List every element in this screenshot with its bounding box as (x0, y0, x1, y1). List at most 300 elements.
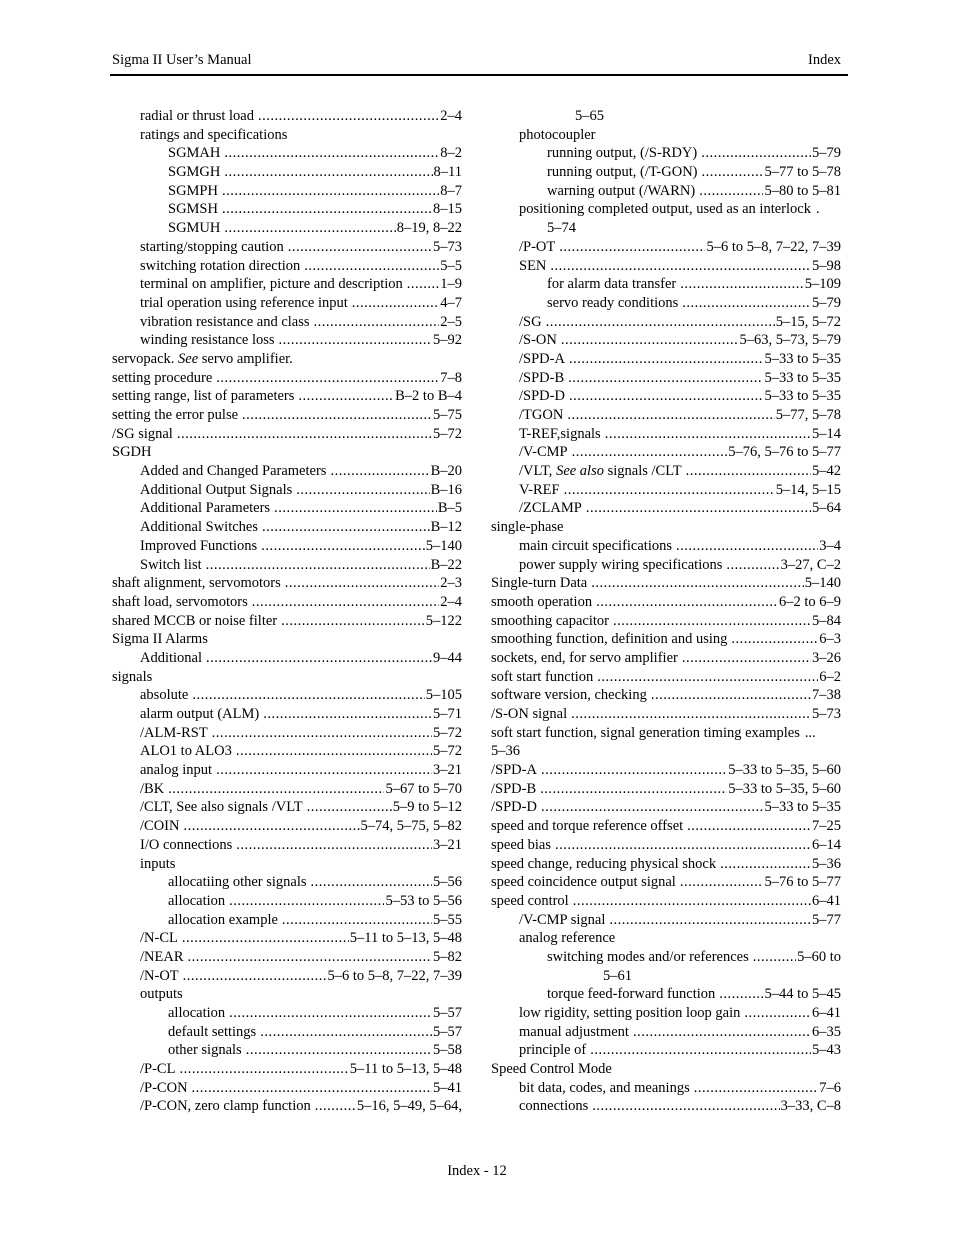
index-entry (491, 686, 841, 705)
index-term: speed coincidence output signal (491, 874, 676, 891)
index-term: Speed Control Mode (491, 1061, 612, 1078)
index-term: manual adjustment (519, 1023, 629, 1040)
index-entry (140, 313, 462, 332)
index-term: 5–65 (575, 108, 604, 124)
index-entry (547, 294, 841, 313)
dot-leader (274, 499, 437, 518)
index-entry (519, 406, 841, 425)
index-entry (140, 705, 462, 724)
index-term: SGMSH (168, 201, 218, 218)
index-entry (491, 780, 841, 799)
index-term: SEN (519, 257, 547, 274)
page-refs: 2–4 (440, 108, 462, 124)
dot-leader (182, 929, 349, 948)
index-term: single-phase (491, 519, 564, 536)
index-entry (491, 817, 841, 836)
index-term: low rigidity, setting position loop gain (519, 1005, 741, 1021)
page-refs: 8–2 (440, 145, 462, 162)
index-term: absolute (140, 687, 189, 704)
page-refs: 5–57 (433, 1023, 462, 1040)
dot-leader (686, 462, 811, 481)
see-reference: See also (556, 463, 604, 480)
page-refs: 8–11 (433, 164, 462, 181)
page-refs: 5–105 (425, 687, 462, 704)
index-term: /ZCLAMP (519, 500, 582, 517)
index-entry (519, 1041, 841, 1060)
dot-leader (701, 144, 811, 163)
page-refs: . (815, 201, 820, 218)
index-entry (519, 331, 841, 350)
index-term: /N-OT (140, 967, 179, 984)
index-term: setting procedure (112, 369, 213, 386)
dot-leader (296, 481, 429, 500)
index-entry (491, 630, 841, 649)
index-term: positioning completed output, used as an interlock (519, 201, 811, 218)
index-term: Single-turn Data (491, 575, 588, 592)
index-entry (112, 668, 462, 687)
page-refs: 5–57 (433, 1005, 462, 1021)
see-reference: See (178, 350, 199, 367)
page-refs: B–5 (437, 500, 462, 517)
dot-leader (744, 1004, 811, 1023)
dot-leader (246, 1041, 432, 1060)
dot-leader (609, 911, 811, 930)
index-entry (491, 798, 841, 817)
index-entry (140, 275, 462, 294)
index-entry (491, 873, 841, 892)
index-term: Switch list (140, 556, 202, 573)
index-term: SGMUH (168, 220, 221, 237)
index-term: soft start function (491, 668, 594, 685)
index-term: for alarm data transfer (547, 276, 677, 293)
page-refs: 5–72 (433, 724, 462, 741)
index-term: speed change, reducing physical shock (491, 855, 717, 872)
index-entry (140, 780, 462, 799)
index-term: /VLT, See also signals /CLT (519, 463, 682, 480)
index-entry (547, 985, 841, 1004)
dot-leader (222, 182, 439, 201)
index-term: analog input (140, 762, 213, 779)
page-refs: 5–33 to 5–35 (764, 799, 841, 816)
dot-leader (568, 369, 763, 388)
dot-leader (676, 537, 818, 556)
index-term: allocation (168, 1005, 226, 1021)
index-entry (519, 1004, 841, 1023)
page-refs: 7–25 (812, 818, 841, 835)
index-term: principle of (519, 1042, 587, 1059)
index-term: Additional Switches (140, 519, 259, 536)
index-term: I/O connections (140, 836, 233, 853)
dot-leader (216, 761, 432, 780)
index-term: winding resistance loss (140, 332, 275, 349)
page-refs: 5–14, 5–15 (775, 481, 841, 498)
page-refs: 5–77 (812, 911, 841, 928)
index-term: other signals (168, 1042, 242, 1059)
index-entry (140, 556, 462, 575)
index-entry (140, 518, 462, 537)
index-term: /P-CL (140, 1061, 176, 1078)
index-term: /SPD-D (519, 388, 565, 405)
index-entry (140, 686, 462, 705)
page-refs: 6–2 (819, 668, 841, 685)
dot-leader (731, 630, 818, 649)
index-term: servopack. See servo amplifier. (112, 350, 293, 367)
index-entry (140, 967, 462, 986)
index-entry (140, 948, 462, 967)
page-refs: 5–11 to 5–13, 5–48 (349, 1061, 462, 1078)
page-refs: 6–41 (812, 892, 841, 909)
page-refs: 5–72 (433, 425, 462, 442)
dot-leader (314, 313, 440, 332)
index-term: starting/stopping caution (140, 238, 284, 255)
index-entry (112, 406, 462, 425)
index-term: Additional Parameters (140, 500, 271, 517)
index-entry (491, 593, 841, 612)
dot-leader (569, 350, 764, 369)
page-refs: 5–73 (812, 706, 841, 722)
dot-leader (222, 200, 432, 219)
dot-leader (687, 817, 811, 836)
index-entry (491, 1060, 841, 1079)
page-refs: B–22 (430, 556, 462, 573)
dot-leader (168, 780, 384, 799)
page-refs: 3–21 (433, 836, 462, 853)
index-entry (168, 873, 462, 892)
index-entry (519, 556, 841, 575)
page-refs: 5–74, 5–75, 5–82 (360, 818, 462, 835)
index-entry (168, 182, 462, 201)
dot-leader (307, 798, 392, 817)
page-refs: 5–79 (812, 145, 841, 162)
index-entry (168, 1023, 462, 1042)
index-entry (491, 649, 841, 668)
dot-leader (236, 836, 432, 855)
index-term: running output, (/T-GON) (547, 164, 698, 181)
dot-leader (311, 873, 432, 892)
dot-leader (304, 257, 439, 276)
dot-leader (263, 705, 432, 724)
index-term: /SPD-B (519, 369, 565, 386)
index-entry (168, 892, 462, 911)
dot-leader (206, 649, 432, 668)
page-footer: Index - 12 (447, 1163, 507, 1179)
dot-leader (719, 985, 763, 1004)
dot-leader (183, 967, 327, 986)
index-term: speed bias (491, 836, 551, 853)
dot-leader (586, 499, 811, 518)
index-term: shared MCCB or noise filter (112, 612, 278, 629)
index-term: smooth operation (491, 593, 593, 610)
index-entry (519, 929, 841, 948)
header-rule (110, 74, 848, 76)
index-entry (140, 294, 462, 313)
dot-leader (298, 387, 394, 406)
index-term: trial operation using reference input (140, 294, 348, 311)
page-refs: B–20 (430, 463, 462, 480)
index-entry (168, 219, 462, 238)
dot-leader (224, 144, 439, 163)
index-term: allocatiing other signals (168, 874, 307, 891)
page-refs: 5–15, 5–72 (775, 313, 841, 330)
page-refs: 5–42 (812, 463, 841, 480)
index-entry (112, 630, 462, 649)
index-term: speed control (491, 892, 569, 909)
index-entry (140, 836, 462, 855)
dot-leader (216, 369, 439, 388)
dot-leader (596, 593, 778, 612)
page-refs: 5–16, 5–49, 5–64, (356, 1098, 462, 1115)
index-entry (491, 742, 841, 761)
dot-leader (212, 724, 432, 743)
dot-leader (179, 1060, 348, 1079)
page-refs: B–2 to B–4 (395, 388, 462, 405)
page-refs: 5–53 to 5–56 (385, 892, 462, 909)
index-entry (112, 574, 462, 593)
index-term: setting the error pulse (112, 407, 239, 423)
index-entry (547, 275, 841, 294)
index-entry (519, 238, 841, 257)
page-refs: 5–33 to 5–35, 5–60 (728, 762, 841, 779)
index-entry (112, 369, 462, 388)
index-entry (112, 593, 462, 612)
dot-leader (682, 649, 811, 668)
dot-leader (699, 182, 763, 201)
page-refs: 5–73 (433, 238, 462, 255)
index-term: /S-ON (519, 332, 557, 349)
index-term: SGMAH (168, 145, 221, 162)
index-entry (140, 238, 462, 257)
dot-leader (702, 163, 764, 182)
page-refs: B–12 (430, 519, 462, 536)
dot-leader (546, 313, 775, 332)
page-refs: 5–76, 5–76 to 5–77 (728, 444, 841, 461)
dot-leader (258, 107, 439, 126)
page-refs: 5–98 (812, 257, 841, 274)
page-refs: 3–4 (819, 537, 841, 554)
dot-leader (407, 275, 440, 294)
dot-leader (541, 798, 764, 817)
page-refs: 5–82 (433, 948, 462, 965)
index-term: servo ready conditions (547, 294, 679, 311)
index-entry (140, 761, 462, 780)
index-term: T-REF,signals (519, 425, 601, 442)
index-entry (140, 1079, 462, 1098)
index-entry (491, 855, 841, 874)
index-entry (140, 742, 462, 761)
index-entry (575, 107, 841, 126)
index-entry (168, 911, 462, 930)
index-term: /ALM-RST (140, 724, 208, 741)
index-term: SGMGH (168, 164, 221, 181)
page-refs: 5–33 to 5–35 (764, 369, 841, 386)
index-entry (140, 257, 462, 276)
index-term: /SPD-D (491, 799, 537, 816)
index-entry (547, 144, 841, 163)
dot-leader (569, 387, 764, 406)
index-term: running output, (/S-RDY) (547, 145, 698, 162)
index-entry (140, 537, 462, 556)
dot-leader (753, 948, 796, 967)
page-refs: 2–4 (440, 593, 462, 610)
dot-leader (188, 948, 433, 967)
index-entry (140, 126, 462, 145)
index-term: shaft alignment, servomotors (112, 575, 281, 592)
page-refs: 9–44 (433, 649, 462, 666)
dot-leader (573, 892, 811, 911)
dot-leader (192, 686, 424, 705)
index-term: main circuit specifications (519, 537, 673, 554)
dot-leader (183, 817, 359, 836)
dot-leader (281, 612, 425, 631)
page-refs: 8–7 (440, 182, 462, 199)
index-entry (112, 387, 462, 406)
page-refs: 6–14 (812, 836, 841, 853)
page-refs: 5–44 to 5–45 (764, 986, 841, 1003)
page-refs: 5–58 (433, 1042, 462, 1059)
index-term: /SG (519, 313, 542, 330)
dot-leader (229, 1004, 432, 1023)
dot-leader (229, 892, 384, 911)
dot-leader (572, 443, 728, 462)
index-term: /P-OT (519, 238, 556, 255)
index-entry (491, 518, 841, 537)
index-term: ALO1 to ALO3 (140, 743, 232, 760)
index-term: bit data, codes, and meanings (519, 1079, 690, 1096)
dot-leader (694, 1079, 819, 1098)
index-entry (519, 387, 841, 406)
index-term: switching rotation direction (140, 257, 301, 274)
page-refs: 5–72 (433, 743, 462, 760)
index-entry (519, 481, 841, 500)
index-term: 5–74 (547, 220, 576, 237)
dot-leader (352, 294, 439, 313)
index-entry (168, 163, 462, 182)
index-term: signals (112, 668, 153, 685)
page-refs: 5–6 to 5–8, 7–22, 7–39 (706, 238, 841, 255)
dot-leader (224, 219, 395, 238)
page-refs: 5–60 to (797, 948, 841, 965)
index-entry (112, 425, 462, 444)
page-refs: 5–56 (433, 874, 462, 891)
index-term: shaft load, servomotors (112, 593, 248, 610)
index-entry (140, 331, 462, 350)
index-term: 5–61 (603, 967, 632, 984)
page-refs: 5–63, 5–73, 5–79 (739, 332, 841, 349)
index-entry (112, 350, 462, 369)
dot-leader (571, 705, 811, 724)
page-refs: 5–67 to 5–70 (385, 780, 462, 797)
index-term: /SPD-B (491, 780, 537, 797)
dot-leader (252, 593, 440, 612)
index-entry (547, 219, 841, 238)
index-entry (547, 182, 841, 201)
dot-leader (262, 518, 430, 537)
page-refs: 7–8 (440, 369, 462, 386)
page-refs: 8–19, 8–22 (396, 220, 462, 237)
dot-leader (726, 556, 779, 575)
page-refs: 6–35 (812, 1023, 841, 1040)
index-term: allocation example (168, 911, 278, 928)
index-entry (140, 929, 462, 948)
index-term: analog reference (519, 930, 616, 947)
index-term: allocation (168, 892, 226, 909)
index-term: vibration resistance and class (140, 313, 310, 330)
index-term: software version, checking (491, 687, 647, 704)
dot-leader (591, 574, 804, 593)
dot-leader (651, 686, 811, 705)
index-term: warning output (/WARN) (547, 182, 696, 199)
index-entry (491, 705, 841, 724)
index-entry (168, 200, 462, 219)
index-term: speed and torque reference offset (491, 818, 684, 835)
dot-leader (559, 238, 705, 257)
page-refs: 6–3 (819, 631, 841, 648)
index-term: /SPD-A (519, 350, 565, 367)
index-entry (519, 126, 841, 145)
dot-leader (288, 238, 432, 257)
page-refs: 1–9 (440, 276, 462, 293)
index-entry (491, 724, 841, 743)
index-entry (140, 1097, 462, 1116)
index-term: Added and Changed Parameters (140, 463, 327, 480)
page-refs: 5–84 (812, 612, 841, 629)
index-entry (547, 948, 841, 967)
section-title: Index (807, 52, 841, 68)
dot-leader (605, 425, 811, 444)
index-term: smoothing capacitor (491, 612, 609, 629)
dot-leader (315, 1097, 356, 1116)
index-term: default settings (168, 1023, 257, 1040)
page-refs: 5–71 (433, 706, 462, 722)
index-entry (140, 462, 462, 481)
page-refs: 5–140 (425, 537, 462, 554)
page-refs: 5–92 (433, 332, 462, 349)
index-entry (112, 443, 462, 462)
index-entry (519, 911, 841, 930)
index-term: setting range, list of parameters (112, 388, 295, 405)
page-refs: 5–76 to 5–77 (764, 874, 841, 891)
dot-leader (279, 331, 432, 350)
index-term: Improved Functions (140, 537, 258, 554)
index-entry (519, 1079, 841, 1098)
page-refs: 5–9 to 5–12 (392, 799, 462, 816)
page-refs: 4–7 (440, 294, 462, 311)
page-refs: 7–38 (812, 687, 841, 704)
index-term: Additional Output Signals (140, 481, 293, 498)
index-term: /S-ON signal (491, 706, 568, 722)
dot-leader (177, 425, 432, 444)
index-entry (491, 892, 841, 911)
page-refs: 6–2 to 6–9 (778, 593, 841, 610)
index-term: smoothing function, definition and using (491, 631, 728, 648)
index-term: Sigma II Alarms (112, 631, 208, 648)
index-term: /CLT, See also signals /VLT (140, 799, 303, 816)
page-refs: 2–5 (440, 313, 462, 330)
page-refs: 5–43 (812, 1042, 841, 1059)
page-refs: 5–14 (812, 425, 841, 442)
index-entry (519, 313, 841, 332)
dot-leader (192, 1079, 432, 1098)
index-entry (140, 499, 462, 518)
index-term: Additional (140, 649, 203, 666)
index-entry (603, 967, 841, 986)
index-entry (519, 537, 841, 556)
page-refs: 5–77 to 5–78 (764, 164, 841, 181)
page-refs: 5–33 to 5–35 (764, 388, 841, 405)
dot-leader (261, 537, 425, 556)
page-refs: 5–33 to 5–35 (764, 350, 841, 367)
page-refs: 5–41 (433, 1079, 462, 1096)
